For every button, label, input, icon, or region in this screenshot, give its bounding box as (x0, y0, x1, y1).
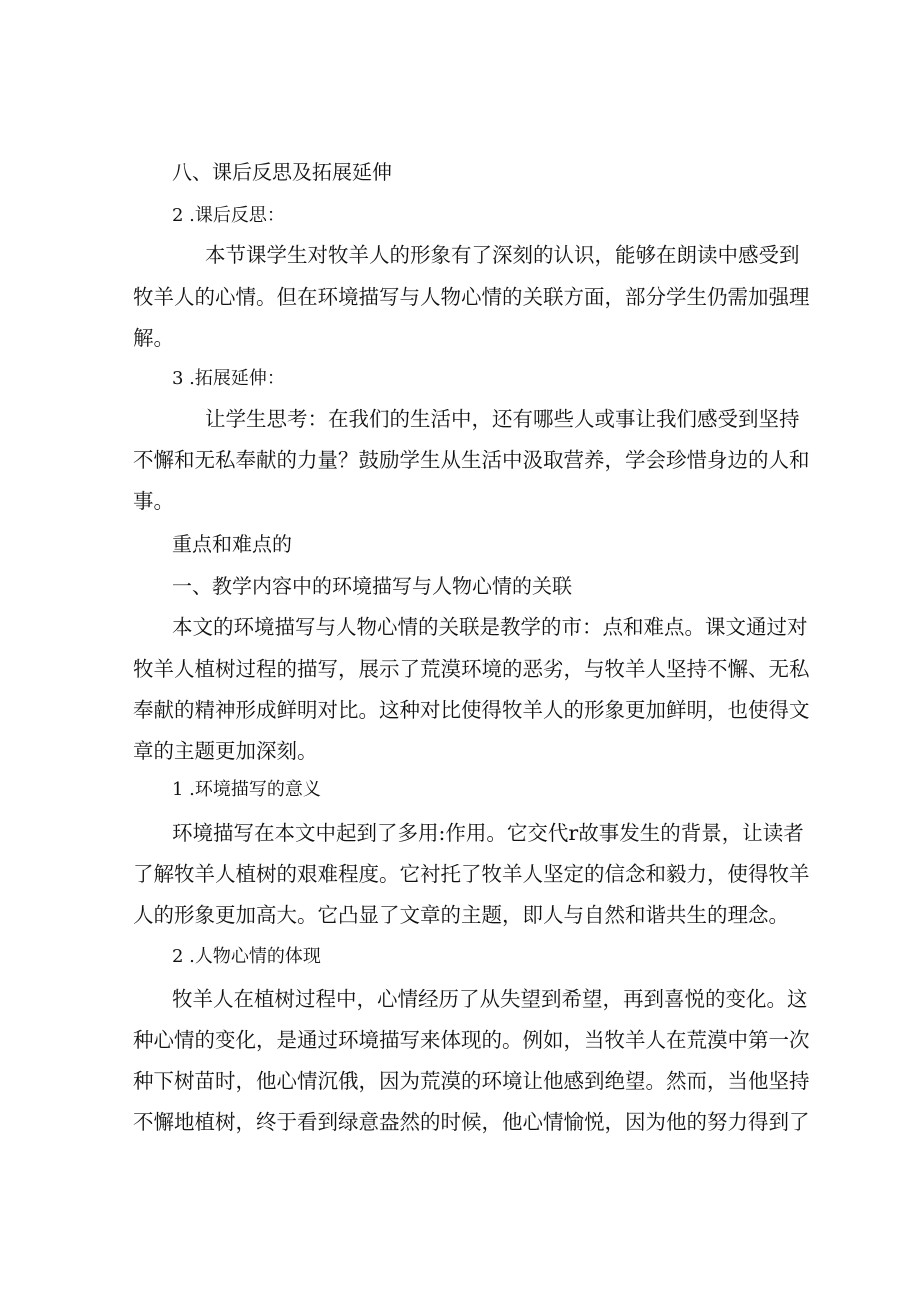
reflection-line-3: 解。 (133, 326, 174, 350)
item-label-mood: 2 .人物心情的体现 (172, 946, 321, 967)
environment-line-1: 环境描写在本文中起到了多用:作用。它交代r故事发生的背景，让读者 (172, 821, 804, 845)
intro-line-2: 牧羊人植树过程的描写，展示了荒漠环境的恶劣，与牧羊人坚持不懈、无私 (133, 657, 810, 681)
item-label-extension: 3 .拓展延伸： (172, 368, 285, 389)
item-label-environment: 1 .环境描写的意义 (172, 779, 321, 800)
reflection-line-2: 牧羊人的心情。但在环境描写与人物心情的关联方面，部分学生仍需加强理 (133, 285, 810, 309)
extension-line-3: 事。 (133, 489, 174, 513)
extension-line-1: 让学生思考：在我们的生活中，还有哪些人或事让我们感受到坚持 (205, 407, 800, 431)
mood-line-4: 不懈地植树，终于看到绿意盎然的时候，他心情愉悦，因为他的努力得到了 (133, 1110, 810, 1134)
environment-line-3: 人的形象更加高大。它凸显了文章的主题，即人与自然和谐共生的理念。 (133, 903, 789, 927)
environment-line-2: 了解牧羊人植树的艰难程度。它衬托了牧羊人坚定的信念和毅力，使得牧羊 (133, 862, 810, 886)
section-heading-8: 八、课后反思及拓展延伸 (172, 160, 392, 184)
extension-line-2: 不懈和无私奉献的力量？鼓励学生从生活中汲取营养，学会珍惜身边的人和 (133, 448, 810, 472)
mood-line-2: 种心情的变化，是通过环境描写来体现的。例如，当牧羊人在荒漠中第一次 (133, 1028, 810, 1052)
key-points-title: 重点和难点的 (172, 532, 292, 556)
intro-line-3: 奉献的精神形成鲜明对比。这种对比使得牧羊人的形象更加鲜明，也使得文 (133, 698, 810, 722)
reflection-line-1: 本节课学生对牧羊人的形象有了深刻的认识，能够在朗读中感受到 (205, 243, 800, 267)
item-label-reflection: 2 .课后反思： (172, 205, 285, 226)
mood-line-1: 牧羊人在植树过程中，心情经历了从失望到希望，再到喜悦的变化。这 (172, 987, 808, 1011)
section-heading-1: 一、教学内容中的环境描写与人物心情的关联 (172, 574, 572, 598)
intro-line-4: 章的主题更加深刻。 (133, 739, 318, 763)
intro-line-1: 本文的环境描写与人物心情的关联是教学的市：点和难点。课文通过对 (172, 615, 808, 639)
mood-line-3: 种下树苗时，他心情沉俄，因为荒漠的环境让他感到绝望。然而，当他坚持 (133, 1069, 810, 1093)
